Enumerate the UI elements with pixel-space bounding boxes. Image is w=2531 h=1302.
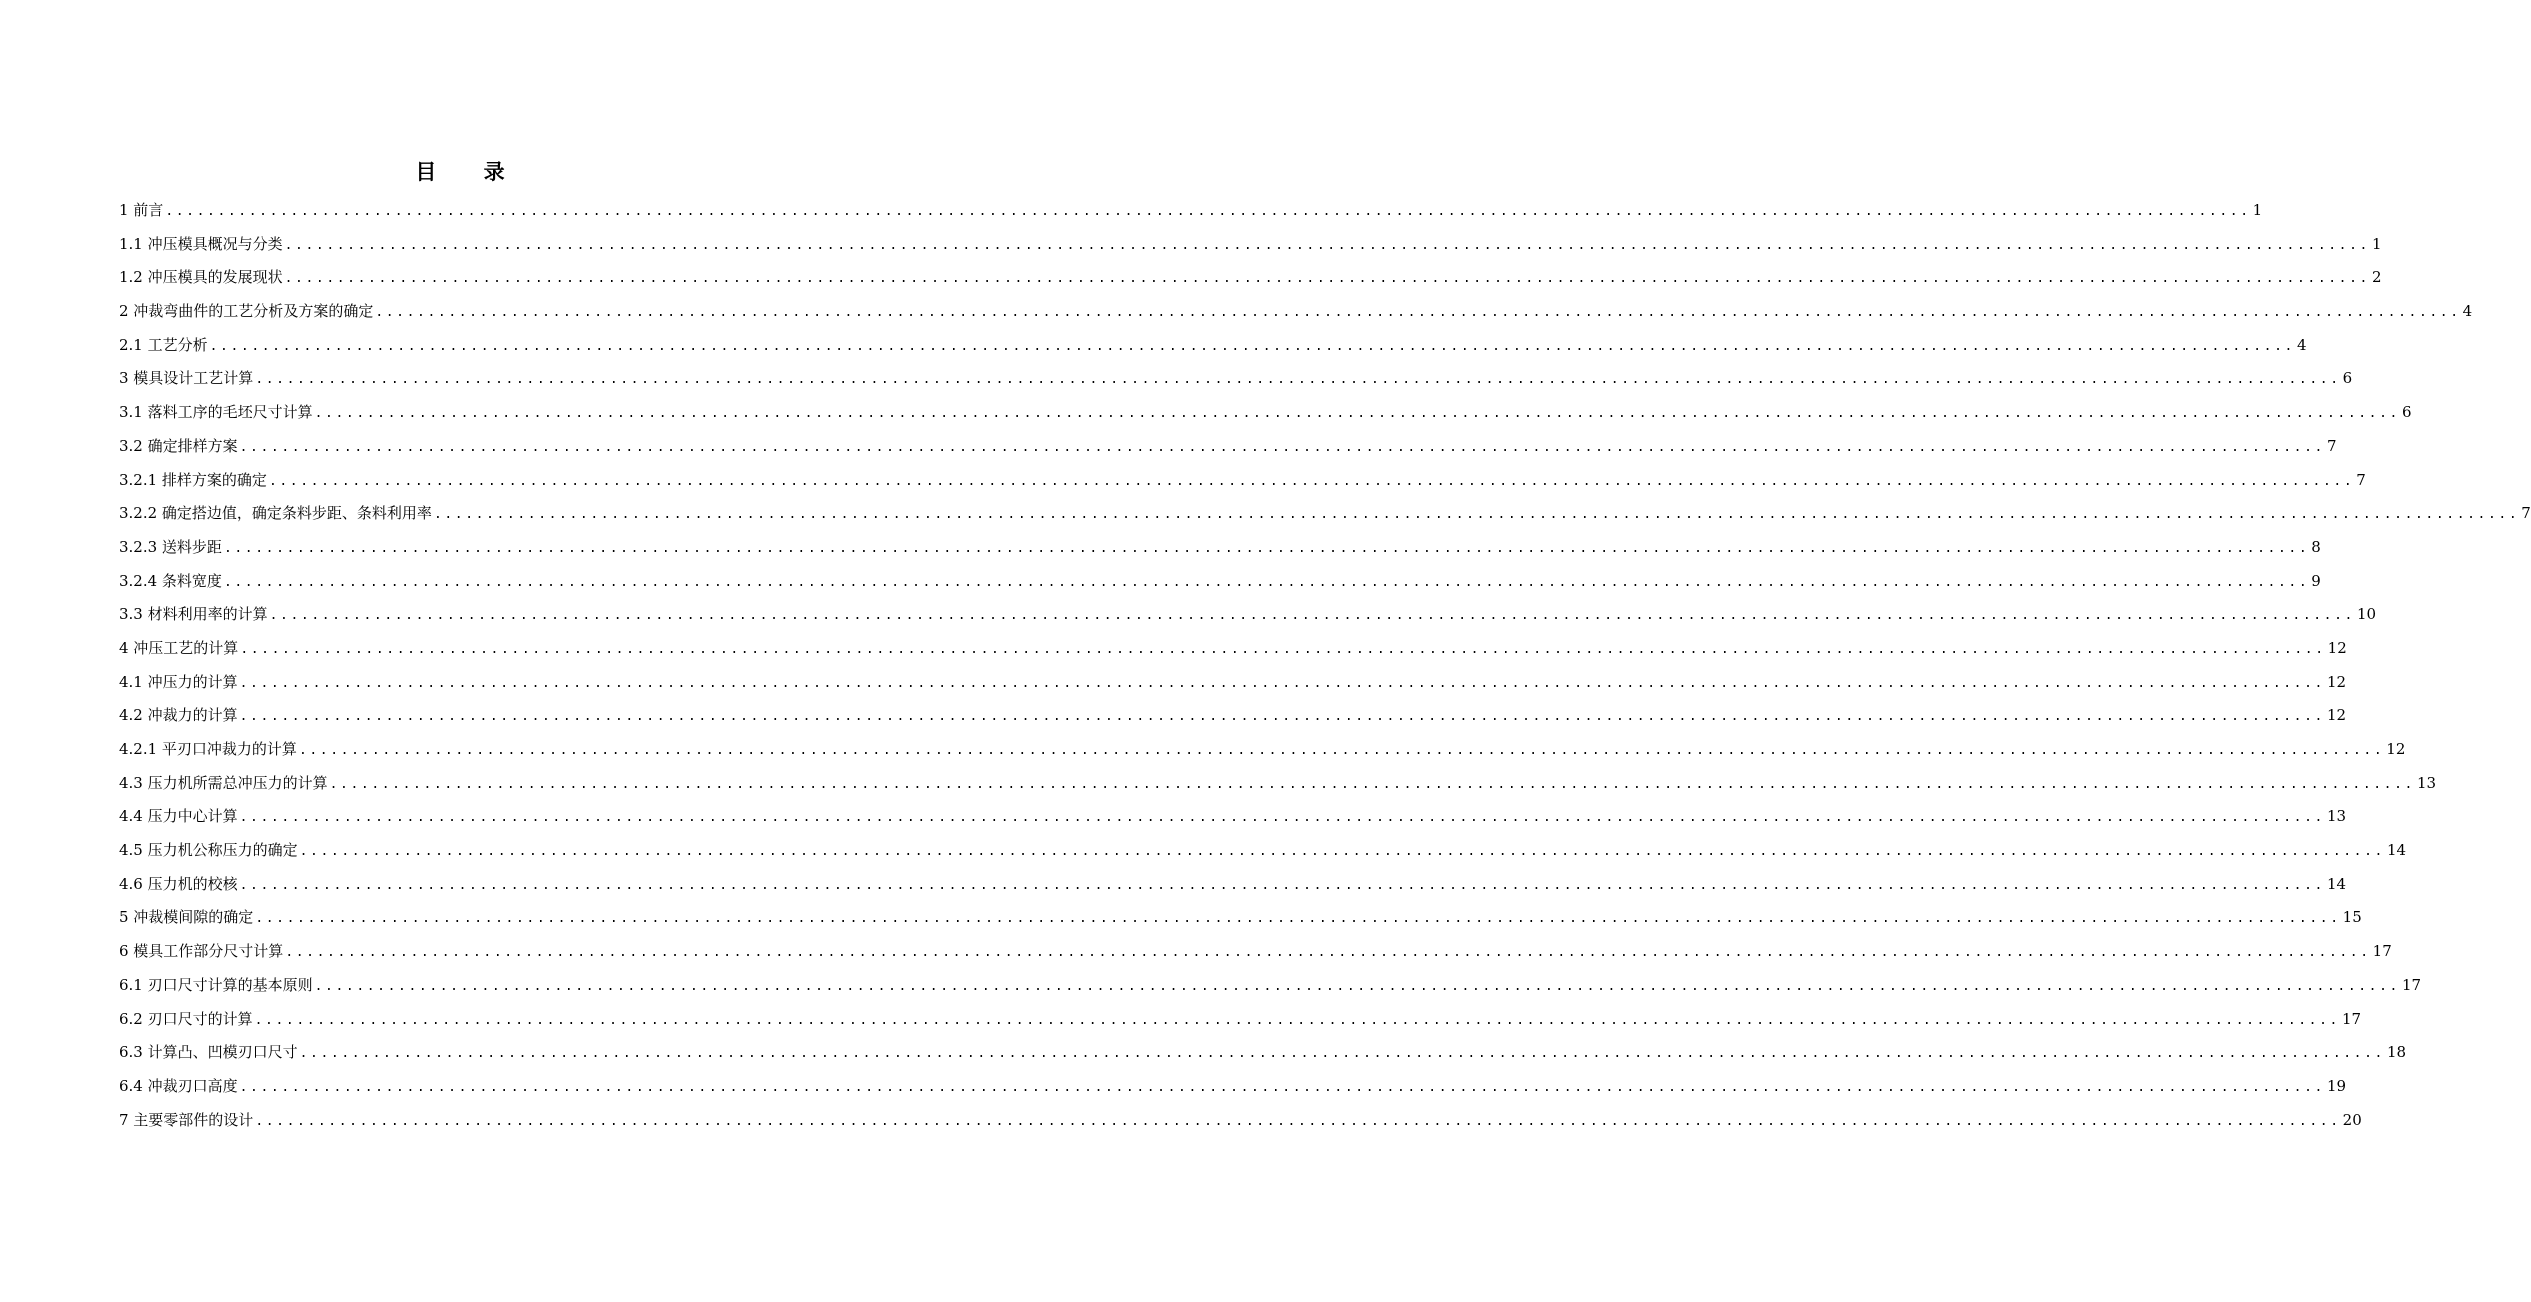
toc-entry-page-number: 7: [2356, 470, 2366, 489]
toc-dot-leader: ........................................................................................................................................................................................................: [239, 439, 2325, 455]
toc-entry-page-number: 12: [2326, 672, 2347, 691]
toc-entry-page-number: 1: [2371, 234, 2382, 253]
toc-entry-title: 4.2 冲裁力的计算: [119, 706, 238, 725]
toc-entry-title: 6.1 刃口尺寸计算的基本原则: [119, 975, 313, 994]
toc-title: 目 录: [415, 159, 525, 184]
toc-entry-page-number: 10: [2356, 605, 2377, 624]
toc-entry-page-number: 14: [2386, 841, 2407, 860]
toc-dot-leader: ........................................................................................................................................................................................................: [284, 237, 2370, 253]
toc-entry-title: 4.4 压力中心计算: [119, 807, 238, 826]
toc-entry[interactable]: [119, 767, 2437, 801]
toc-dot-leader: ........................................................................................................................................................................................................: [268, 473, 2355, 489]
toc-entry[interactable]: [119, 800, 2347, 834]
toc-entry-page-number: 4: [2296, 335, 2307, 354]
toc-entry[interactable]: [119, 632, 2347, 666]
toc-dot-leader: ........................................................................................................................................................................................................: [255, 372, 2341, 388]
toc-entry[interactable]: [119, 362, 2353, 396]
toc-entry[interactable]: [119, 1036, 2407, 1070]
toc-entry-title: 4 冲压工艺的计算: [119, 638, 239, 657]
toc-entry-title: 6.4 冲裁刃口高度: [119, 1076, 238, 1095]
toc-entry-title: 3.3 材料利用率的计算: [119, 605, 268, 624]
toc-entry-page-number: 8: [2311, 537, 2321, 556]
toc-entry[interactable]: [119, 834, 2407, 868]
toc-dot-leader: ........................................................................................................................................................................................................: [255, 1113, 2341, 1129]
toc-entry[interactable]: [119, 497, 2531, 531]
toc-entry[interactable]: [119, 295, 2473, 329]
toc-entry-page-number: 17: [2372, 942, 2392, 961]
toc-entry[interactable]: [119, 565, 2321, 599]
toc-entry[interactable]: [119, 733, 2406, 767]
toc-dot-leader: ........................................................................................................................................................................................................: [298, 743, 2385, 758]
toc-entry-page-number: 12: [2386, 740, 2406, 758]
toc-entry-title: 3.2.1 排样方案的确定: [119, 470, 267, 489]
toc-entry-page-number: 13: [2416, 773, 2437, 792]
toc-entry-title: 3.2.3 送料步距: [119, 537, 222, 556]
toc-entry[interactable]: [119, 531, 2321, 565]
toc-dot-leader: ........................................................................................................................................................................................................: [223, 574, 2310, 590]
toc-entry-title: 3 模具设计工艺计算: [119, 369, 254, 388]
toc-dot-leader: ........................................................................................................................................................................................................: [240, 641, 2326, 657]
toc-entry-title: 4.5 压力机公称压力的确定: [119, 841, 298, 860]
toc-entry[interactable]: [119, 464, 2366, 498]
toc-entry-title: 3.2.4 条料宽度: [119, 571, 222, 590]
toc-entry[interactable]: [119, 261, 2382, 295]
toc-dot-leader: ........................................................................................................................................................................................................: [239, 709, 2325, 725]
toc-dot-leader: ........................................................................................................................................................................................................: [255, 911, 2341, 927]
toc-entry-title: 6.3 计算凸、凹模刃口尺寸: [119, 1043, 298, 1062]
toc-entry-title: 2 冲裁弯曲件的工艺分析及方案的确定: [119, 302, 374, 321]
toc-entry-page-number: 4: [2462, 302, 2473, 321]
toc-entry-page-number: 20: [2342, 1110, 2362, 1129]
toc-entry-title: 3.1 落料工序的毛坯尺寸计算: [119, 403, 313, 422]
toc-entry-title: 1.1 冲压模具概况与分类: [119, 234, 283, 253]
toc-entry[interactable]: [119, 194, 2263, 228]
toc-dot-leader: ........................................................................................................................................................................................................: [239, 675, 2325, 691]
toc-dot-leader: ........................................................................................................................................................................................................: [284, 271, 2370, 287]
toc-entry[interactable]: [119, 228, 2382, 262]
toc-entry-page-number: 6: [2342, 369, 2353, 388]
toc-entry-page-number: 6: [2401, 403, 2412, 422]
toc-entry-page-number: 14: [2326, 874, 2347, 893]
toc-entry[interactable]: [119, 868, 2347, 902]
toc-entry[interactable]: [119, 1003, 2362, 1037]
toc-entry-title: 4.1 冲压力的计算: [119, 672, 238, 691]
toc-entry-page-number: 19: [2326, 1076, 2347, 1095]
toc-entry-title: 1 前言: [119, 201, 164, 219]
toc-entry-page-number: 7: [2521, 504, 2531, 523]
toc-entry-page-number: 13: [2326, 807, 2347, 826]
toc-entry-page-number: 18: [2386, 1043, 2407, 1062]
toc-entry-page-number: 17: [2341, 1009, 2362, 1028]
toc-entry-page-number: 12: [2327, 638, 2347, 657]
toc-dot-leader: ........................................................................................................................................................................................................: [165, 204, 2251, 219]
toc-dot-leader: ........................................................................................................................................................................................................: [299, 1046, 2385, 1062]
toc-dot-leader: ........................................................................................................................................................................................................: [254, 1012, 2340, 1028]
toc-entry-title: 3.2 确定排样方案: [119, 436, 238, 455]
toc-dot-leader: ........................................................................................................................................................................................................: [209, 338, 2295, 354]
toc-entry[interactable]: [119, 699, 2347, 733]
toc-entry[interactable]: [119, 969, 2422, 1003]
toc-entry[interactable]: [119, 430, 2337, 464]
toc-entry-title: 4.6 压力机的校核: [119, 874, 238, 893]
toc-entry-title: 2.1 工艺分析: [119, 335, 208, 354]
table-of-contents: [119, 194, 2531, 1137]
toc-dot-leader: ........................................................................................................................................................................................................: [375, 305, 2461, 321]
toc-entry[interactable]: [119, 935, 2392, 969]
toc-entry-title: 1.2 冲压模具的发展现状: [119, 268, 283, 287]
toc-dot-leader: ........................................................................................................................................................................................................: [433, 507, 2520, 523]
toc-entry[interactable]: [119, 329, 2307, 363]
toc-dot-leader: ........................................................................................................................................................................................................: [285, 945, 2371, 961]
toc-dot-leader: ........................................................................................................................................................................................................: [239, 810, 2325, 826]
toc-entry-page-number: 1: [2252, 201, 2263, 219]
toc-entry[interactable]: [119, 598, 2377, 632]
toc-dot-leader: ........................................................................................................................................................................................................: [314, 978, 2400, 994]
toc-entry[interactable]: [119, 901, 2362, 935]
toc-entry-title: 3.2.2 确定搭边值，确定条料步距、条料利用率: [119, 504, 432, 523]
toc-entry-title: 6.2 刃口尺寸的计算: [119, 1009, 253, 1028]
toc-entry[interactable]: [119, 1104, 2362, 1138]
toc-entry[interactable]: [119, 666, 2347, 700]
toc-entry-page-number: 17: [2401, 975, 2422, 994]
toc-entry-title: 6 模具工作部分尺寸计算: [119, 942, 284, 961]
toc-entry[interactable]: [119, 1070, 2347, 1104]
toc-entry-page-number: 2: [2371, 268, 2382, 287]
toc-dot-leader: ........................................................................................................................................................................................................: [329, 776, 2415, 792]
toc-entry[interactable]: [119, 396, 2412, 430]
toc-entry-page-number: 7: [2326, 436, 2337, 455]
toc-dot-leader: ........................................................................................................................................................................................................: [239, 877, 2325, 893]
toc-dot-leader: ........................................................................................................................................................................................................: [223, 540, 2310, 556]
toc-dot-leader: ........................................................................................................................................................................................................: [299, 844, 2385, 860]
toc-dot-leader: ........................................................................................................................................................................................................: [269, 608, 2355, 624]
toc-entry-page-number: 9: [2311, 571, 2321, 590]
toc-entry-title: 5 冲裁模间隙的确定: [119, 908, 254, 927]
toc-entry-title: 4.3 压力机所需总冲压力的计算: [119, 773, 328, 792]
toc-entry-title: 4.2.1 平刃口冲裁力的计算: [119, 740, 297, 758]
toc-entry-title: 7 主要零部件的设计: [119, 1110, 254, 1129]
toc-entry-page-number: 15: [2342, 908, 2362, 927]
toc-dot-leader: ........................................................................................................................................................................................................: [314, 406, 2400, 422]
toc-entry-page-number: 12: [2326, 706, 2347, 725]
toc-dot-leader: ........................................................................................................................................................................................................: [239, 1079, 2325, 1095]
